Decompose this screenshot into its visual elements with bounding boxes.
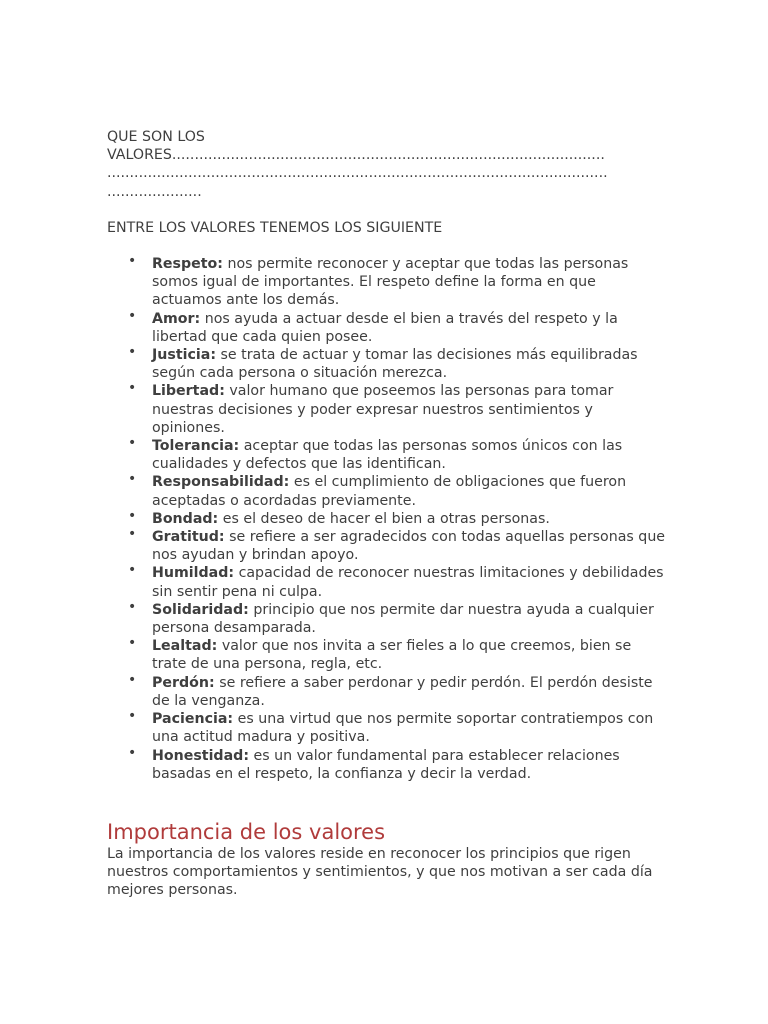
value-description: se refiere a ser agradecidos con todas aquellas personas que nos ayudan y brindan apoyo. bbox=[152, 529, 666, 564]
list-item bbox=[128, 253, 667, 310]
value-description: valor que nos invita a ser fieles a lo que creemos, bien se trate de una persona, regla, etc. bbox=[152, 638, 632, 673]
value-description: se trata de actuar y tomar las decisiones más equilibradas según cada persona o situación merezca. bbox=[152, 347, 638, 382]
question-line-1: QUE SON LOS bbox=[107, 129, 205, 145]
values-intro: ENTRE LOS VALORES TENEMOS LOS SIGUIENTE bbox=[107, 219, 443, 236]
list-item bbox=[128, 435, 667, 473]
bullet-icon: • bbox=[128, 344, 137, 361]
list-item bbox=[128, 562, 667, 600]
value-term: Gratitud: bbox=[152, 529, 225, 546]
bullet-icon: • bbox=[128, 307, 137, 324]
bullet-icon: • bbox=[128, 598, 137, 615]
value-term: Solidaridad: bbox=[152, 601, 249, 618]
section-heading: Importancia de los valores bbox=[107, 819, 386, 844]
list-item bbox=[128, 598, 667, 637]
value-term: Libertad: bbox=[152, 383, 225, 400]
value-term: Responsabilidad: bbox=[152, 474, 290, 491]
question-line-2: VALORES................................................................................................ bbox=[107, 147, 605, 164]
list-item bbox=[128, 708, 667, 746]
bullet-icon: • bbox=[128, 526, 137, 543]
question-line-3: ............................................................................................................... bbox=[107, 165, 608, 182]
list-item bbox=[128, 526, 667, 564]
value-term: Bondad: bbox=[152, 510, 219, 527]
list-item bbox=[128, 635, 667, 673]
document-page bbox=[107, 128, 667, 900]
bullet-icon: • bbox=[128, 471, 137, 488]
value-description: valor humano que poseemos las personas para tomar nuestras decisiones y poder expresar nuestros sentimientos y opiniones. bbox=[152, 383, 614, 436]
list-item bbox=[128, 744, 667, 783]
bullet-icon: • bbox=[128, 380, 137, 397]
value-term: Amor: bbox=[152, 310, 201, 327]
list-item bbox=[128, 471, 667, 509]
value-description: nos ayuda a actuar desde el bien a través del respeto y la libertad que cada quien posee. bbox=[152, 310, 618, 345]
values-list bbox=[107, 255, 667, 783]
value-description: es el cumplimiento de obligaciones que fueron aceptadas o acordadas previamente. bbox=[152, 474, 627, 509]
list-item bbox=[128, 307, 667, 346]
value-term: Tolerancia: bbox=[152, 438, 240, 455]
value-description: es una virtud que nos permite soportar contratiempos con una actitud madura y positiva. bbox=[152, 711, 654, 746]
value-description: nos permite reconocer y aceptar que todas las personas somos igual de importantes. El respeto define la forma en que actuamos ante los demás. bbox=[152, 256, 629, 309]
bullet-icon: • bbox=[128, 507, 137, 524]
value-description: aceptar que todas las personas somos únicos con las cualidades y defectos que las identifican. bbox=[152, 438, 623, 473]
bullet-icon: • bbox=[128, 744, 137, 761]
list-item bbox=[128, 671, 667, 710]
value-term: Humildad: bbox=[152, 565, 235, 582]
list-item bbox=[128, 507, 667, 528]
bullet-icon: • bbox=[128, 708, 137, 725]
bullet-icon: • bbox=[128, 635, 137, 652]
value-term: Paciencia: bbox=[152, 711, 234, 728]
bullet-icon: • bbox=[128, 435, 137, 452]
value-description: principio que nos permite dar nuestra ayuda a cualquier persona desamparada. bbox=[152, 601, 654, 637]
value-term: Honestidad: bbox=[152, 747, 249, 764]
value-description: es un valor fundamental para establecer relaciones basadas en el respeto, la confianza y decir la verdad. bbox=[152, 747, 620, 782]
list-item bbox=[128, 380, 667, 437]
bullet-icon: • bbox=[128, 253, 137, 270]
bullet-icon: • bbox=[128, 671, 137, 688]
value-term: Perdón: bbox=[152, 674, 215, 691]
question-line-4: ..................... bbox=[107, 183, 202, 200]
value-description: capacidad de reconocer nuestras limitaciones y debilidades sin sentir pena ni culpa. bbox=[152, 565, 664, 600]
value-term: Lealtad: bbox=[152, 638, 218, 655]
value-term: Respeto: bbox=[152, 256, 223, 273]
section-paragraph: La importancia de los valores reside en reconocer los principios que rigen nuestros comportamientos y sentimientos, y que nos motivan a ser cada día mejores personas. bbox=[107, 845, 653, 899]
value-description: se refiere a saber perdonar y pedir perdón. El perdón desiste de la venganza. bbox=[152, 674, 653, 709]
value-description: es el deseo de hacer el bien a otras personas. bbox=[222, 510, 550, 527]
list-item bbox=[128, 344, 667, 382]
value-term: Justicia: bbox=[152, 347, 216, 364]
bullet-icon: • bbox=[128, 562, 137, 579]
